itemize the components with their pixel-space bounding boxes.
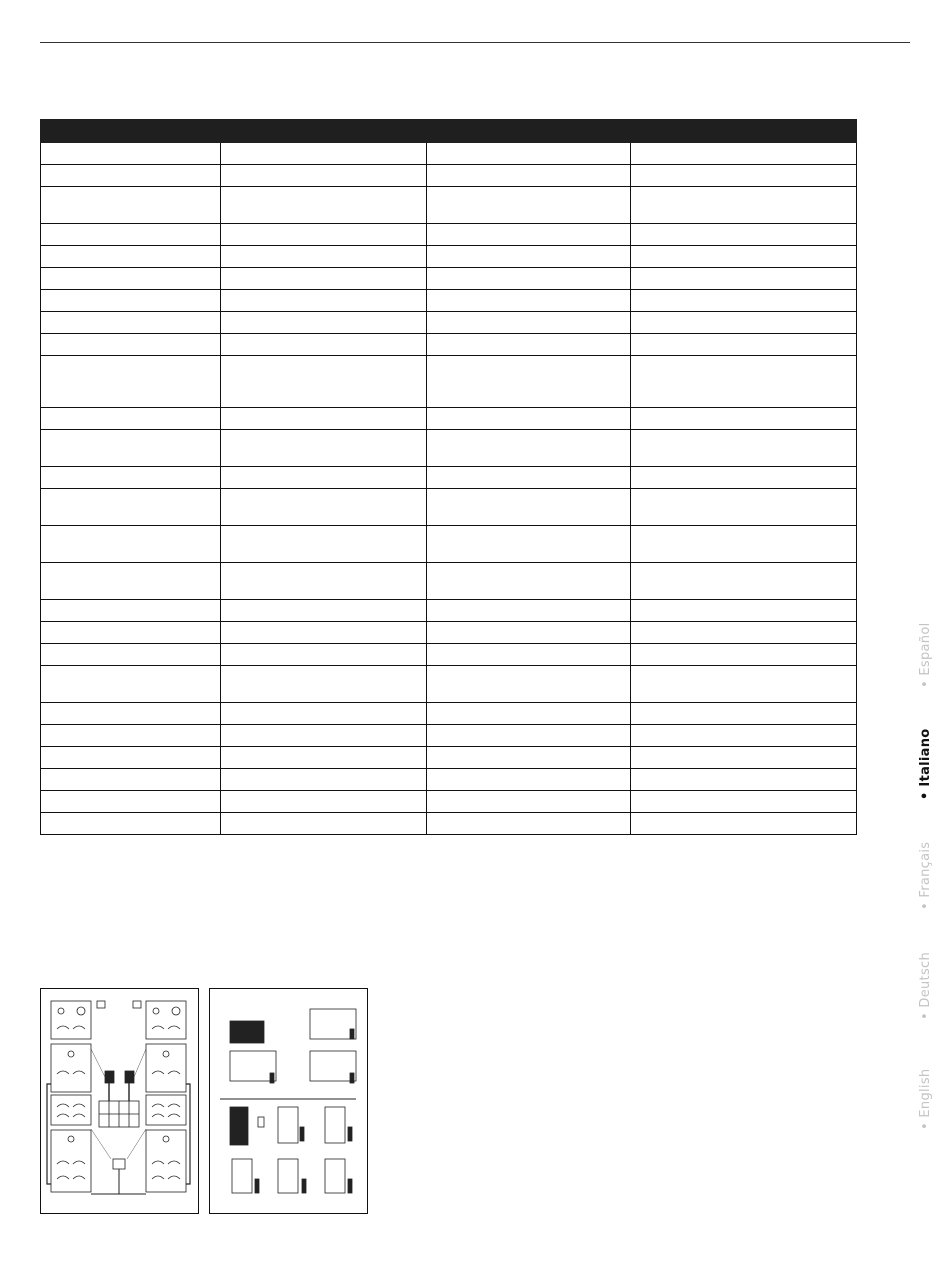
table-row [41,666,856,703]
table-row [41,622,856,644]
tab-italiano[interactable]: • Italiano [918,728,933,800]
table-row [41,644,856,666]
table-row [41,489,856,526]
table-row [41,187,856,224]
table-row [41,430,856,467]
table-header [40,119,857,143]
table-row [41,725,856,747]
tab-francais[interactable]: • Français [918,841,933,910]
spec-table [40,119,857,835]
table-row [41,563,856,600]
table-row [41,747,856,769]
table-row [41,165,856,187]
table-row [41,290,856,312]
table-row [41,703,856,725]
table-row [41,246,856,268]
system-wiring-diagram [40,988,199,1214]
table-body [40,143,857,835]
table-row [41,312,856,334]
tab-espanol[interactable]: • Español [918,622,933,688]
tab-english[interactable]: • English [918,1068,933,1130]
table-row [41,467,856,489]
table-row [41,769,856,791]
table-row [41,356,856,408]
table-row [41,791,856,813]
table-row [41,334,856,356]
table-row [41,408,856,430]
table-row [41,526,856,563]
tab-deutsch[interactable]: • Deutsch [918,951,933,1020]
table-row [41,813,856,835]
top-rule [40,42,910,43]
table-row [41,268,856,290]
table-row [41,600,856,622]
table-row [41,224,856,246]
configuration-diagram [209,988,368,1214]
table-row [41,143,856,165]
language-tabs [918,610,950,1150]
